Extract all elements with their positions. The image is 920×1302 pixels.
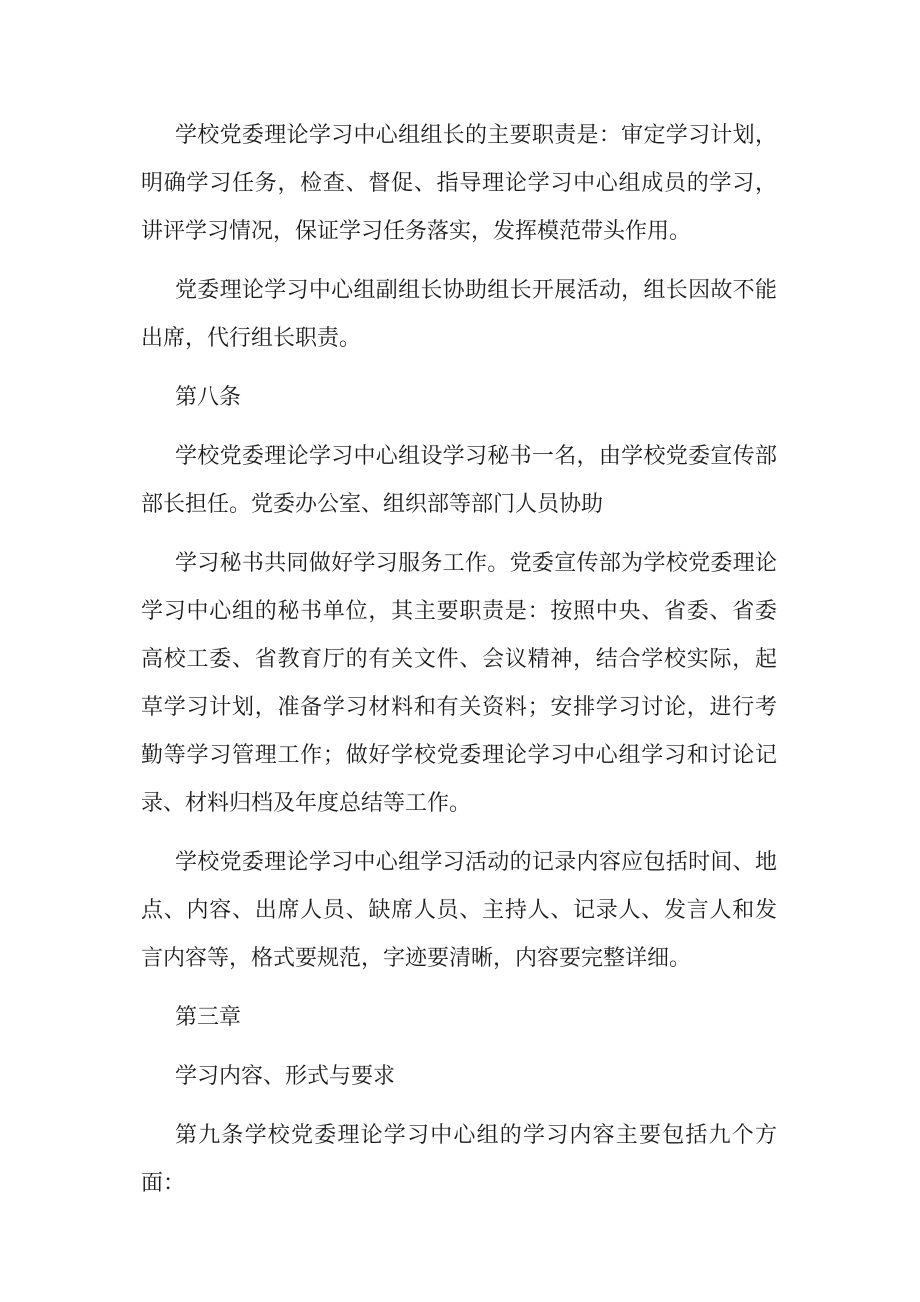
- paragraph-secretary-duties: 学习秘书共同做好学习服务工作。党委宣传部为学校党委理论学习中心组的秘书单位，其主要职责是：按照中央、省委、省委高校工委、省教育厅的有关文件、会议精神，结合学校实际，起草学习计划，准备学习材料和有关资料；安排学习讨论，进行考勤等学习管理工作；做好学校党委理论学习中心组学习和讨论记录、材料归档及年度总结等工作。: [141, 551, 777, 816]
- article-heading-8: 第八条: [175, 385, 242, 410]
- paragraph-article-9: 第九条学校党委理论学习中心组的学习内容主要包括九个方面：: [141, 1123, 777, 1196]
- paragraph-deputy-leader: 党委理论学习中心组副组长协助组长开展活动，组长因故不能出席，代行组长职责。: [141, 278, 777, 351]
- paragraph-record-content: 学校党委理论学习中心组学习活动的记录内容应包括时间、地点、内容、出席人员、缺席人员、主持人、记录人、发言人和发言内容等，格式要规范，字迹要清晰，内容要完整详细。: [141, 850, 777, 971]
- paragraph-leader-duties: 学校党委理论学习中心组组长的主要职责是：审定学习计划，明确学习任务，检查、督促、指导理论学习中心组成员的学习，讲评学习情况，保证学习任务落实，发挥模范带头作用。: [141, 123, 777, 244]
- chapter-title: 学习内容、形式与要求: [175, 1064, 396, 1089]
- document-body: [141, 112, 777, 1219]
- chapter-heading-3: 第三章: [175, 1005, 242, 1030]
- paragraph-secretary: 学校党委理论学习中心组设学习秘书一名，由学校党委宣传部部长担任。党委办公室、组织部等部门人员协助: [141, 444, 777, 517]
